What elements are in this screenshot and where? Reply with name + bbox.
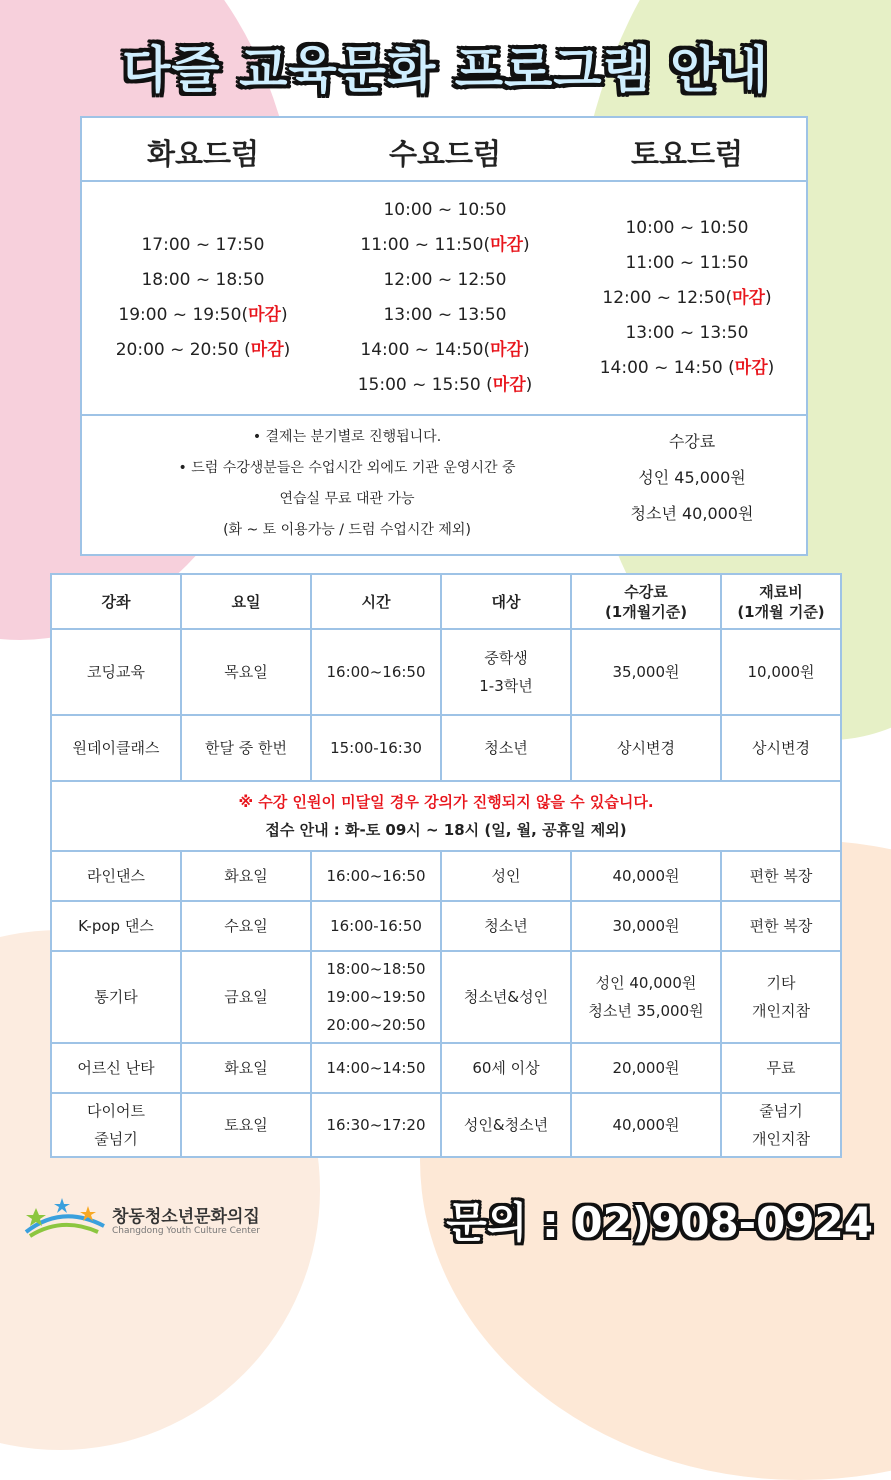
- drum-time-slot: 12:00 ~ 12:50: [383, 270, 507, 290]
- notice-reception: 접수 안내 : 화-토 09시 ~ 18시 (일, 월, 공휴일 제외): [265, 821, 627, 839]
- drum-times-row: [82, 182, 806, 416]
- table-row: [51, 715, 841, 781]
- logo-icon: [22, 1196, 108, 1240]
- column-header: 재료비 (1개월 기준): [721, 574, 841, 629]
- closed-badge: 마감: [732, 287, 765, 308]
- table-cell: 40,000원: [571, 851, 721, 901]
- drum-note: (화 ~ 토 이용가능 / 드럼 수업시간 제외): [223, 522, 471, 538]
- table-cell: K-pop 댄스: [51, 901, 181, 951]
- table-cell: 코딩교육: [51, 629, 181, 715]
- page-title: 다즐 교육문화 프로그램 안내: [122, 41, 769, 99]
- table-cell: 무료: [721, 1043, 841, 1093]
- drum-fee-adult: 성인 45,000원: [638, 468, 746, 487]
- drum-times-wednesday: [324, 182, 566, 414]
- drum-notes: [82, 422, 612, 546]
- table-cell: 줄넘기 개인지참: [721, 1093, 841, 1157]
- table-cell: 수요일: [181, 901, 311, 951]
- table-cell: 성인&청소년: [441, 1093, 571, 1157]
- drum-time-slot: 17:00 ~ 17:50: [141, 235, 265, 255]
- table-cell: 라인댄스: [51, 851, 181, 901]
- table-cell: 청소년: [441, 901, 571, 951]
- table-cell: 성인 40,000원 청소년 35,000원: [571, 951, 721, 1043]
- program-table: [50, 573, 842, 1158]
- column-header: 수강료 (1개월기준): [571, 574, 721, 629]
- drum-info-row: [82, 416, 806, 556]
- drum-times-saturday: [566, 182, 808, 414]
- notice-cell: [51, 781, 841, 851]
- table-cell: 원데이클래스: [51, 715, 181, 781]
- table-cell: 20,000원: [571, 1043, 721, 1093]
- table-cell: 상시변경: [721, 715, 841, 781]
- closed-badge: 마감: [492, 375, 526, 395]
- table-cell: 15:00-16:30: [311, 715, 441, 781]
- org-subtitle: Changdong Youth Culture Center: [112, 1226, 260, 1236]
- drum-fee-label: 수강료: [668, 432, 716, 451]
- table-cell: 14:00~14:50: [311, 1043, 441, 1093]
- column-header: 강좌: [51, 574, 181, 629]
- table-cell: 16:30~17:20: [311, 1093, 441, 1157]
- drum-col-title: 화요드럼: [146, 137, 260, 171]
- contact-phone: 문의 : 02)908-0924: [446, 1198, 873, 1247]
- table-cell: 16:00~16:50: [311, 629, 441, 715]
- table-cell: 금요일: [181, 951, 311, 1043]
- table-cell: 편한 복장: [721, 851, 841, 901]
- table-cell: 중학생 1-3학년: [441, 629, 571, 715]
- notice-row: [51, 781, 841, 851]
- drum-time-slot: 11:00 ~ 11:50: [625, 252, 749, 273]
- drum-fee-youth: 청소년 40,000원: [630, 504, 754, 523]
- drum-header-row: [82, 118, 806, 182]
- table-cell: 상시변경: [571, 715, 721, 781]
- drum-times-tuesday: [82, 182, 324, 414]
- table-row: [51, 1043, 841, 1093]
- table-cell: 18:00~18:50 19:00~19:50 20:00~20:50: [311, 951, 441, 1043]
- closed-badge: 마감: [490, 340, 523, 360]
- drum-col-title: 토요드럼: [630, 137, 744, 171]
- table-row: [51, 951, 841, 1043]
- org-name: 창동청소년문화의집: [112, 1207, 260, 1227]
- org-logo: [22, 1196, 322, 1246]
- table-cell: 화요일: [181, 851, 311, 901]
- drum-time-slot: 13:00 ~ 13:50: [383, 305, 507, 325]
- table-cell: 청소년: [441, 715, 571, 781]
- table-cell: 기타 개인지참: [721, 951, 841, 1043]
- table-row: [51, 851, 841, 901]
- drum-col-title: 수요드럼: [388, 137, 502, 171]
- table-cell: 16:00~16:50: [311, 851, 441, 901]
- drum-note: 연습실 무료 대관 가능: [279, 491, 415, 507]
- table-cell: 16:00-16:50: [311, 901, 441, 951]
- column-header: 요일: [181, 574, 311, 629]
- table-cell: 다이어트 줄넘기: [51, 1093, 181, 1157]
- table-cell: 통기타: [51, 951, 181, 1043]
- table-cell: 성인: [441, 851, 571, 901]
- table-row: [51, 901, 841, 951]
- table-cell: 편한 복장: [721, 901, 841, 951]
- table-cell: 청소년&성인: [441, 951, 571, 1043]
- column-header: 시간: [311, 574, 441, 629]
- column-header: 대상: [441, 574, 571, 629]
- table-cell: 한달 중 한번: [181, 715, 311, 781]
- table-cell: 35,000원: [571, 629, 721, 715]
- table-header-row: [51, 574, 841, 629]
- closed-badge: 마감: [248, 305, 281, 325]
- drum-schedule-box: [80, 116, 808, 556]
- table-cell: 10,000원: [721, 629, 841, 715]
- drum-time-slot: 15:00 ~ 15:50 (마감): [357, 375, 533, 395]
- table-cell: 30,000원: [571, 901, 721, 951]
- drum-time-slot: 19:00 ~ 19:50(마감): [118, 305, 288, 325]
- drum-fee: [582, 424, 802, 532]
- table-cell: 60세 이상: [441, 1043, 571, 1093]
- table-row: [51, 629, 841, 715]
- drum-note: • 드럼 수강생분들은 수업시간 외에도 기관 운영시간 중: [178, 460, 516, 476]
- table-cell: 어르신 난타: [51, 1043, 181, 1093]
- closed-badge: 마감: [734, 357, 768, 378]
- drum-time-slot: 10:00 ~ 10:50: [625, 217, 749, 238]
- drum-time-slot: 20:00 ~ 20:50 (마감): [115, 340, 291, 360]
- drum-time-slot: 13:00 ~ 13:50: [625, 322, 749, 343]
- closed-badge: 마감: [490, 235, 523, 255]
- table-cell: 화요일: [181, 1043, 311, 1093]
- notice-warning: ※ 수강 인원이 미달일 경우 강의가 진행되지 않을 수 있습니다.: [238, 793, 654, 811]
- drum-time-slot: 10:00 ~ 10:50: [383, 200, 507, 220]
- drum-time-slot: 18:00 ~ 18:50: [141, 270, 265, 290]
- table-cell: 40,000원: [571, 1093, 721, 1157]
- drum-time-slot: 14:00 ~ 14:50(마감): [360, 340, 530, 360]
- drum-time-slot: 14:00 ~ 14:50 (마감): [599, 357, 775, 378]
- table-cell: 토요일: [181, 1093, 311, 1157]
- table-cell: 목요일: [181, 629, 311, 715]
- table-row: [51, 1093, 841, 1157]
- drum-time-slot: 11:00 ~ 11:50(마감): [360, 235, 530, 255]
- drum-note: • 결제는 분기별로 진행됩니다.: [252, 429, 442, 445]
- drum-time-slot: 12:00 ~ 12:50(마감): [602, 287, 772, 308]
- closed-badge: 마감: [250, 340, 284, 360]
